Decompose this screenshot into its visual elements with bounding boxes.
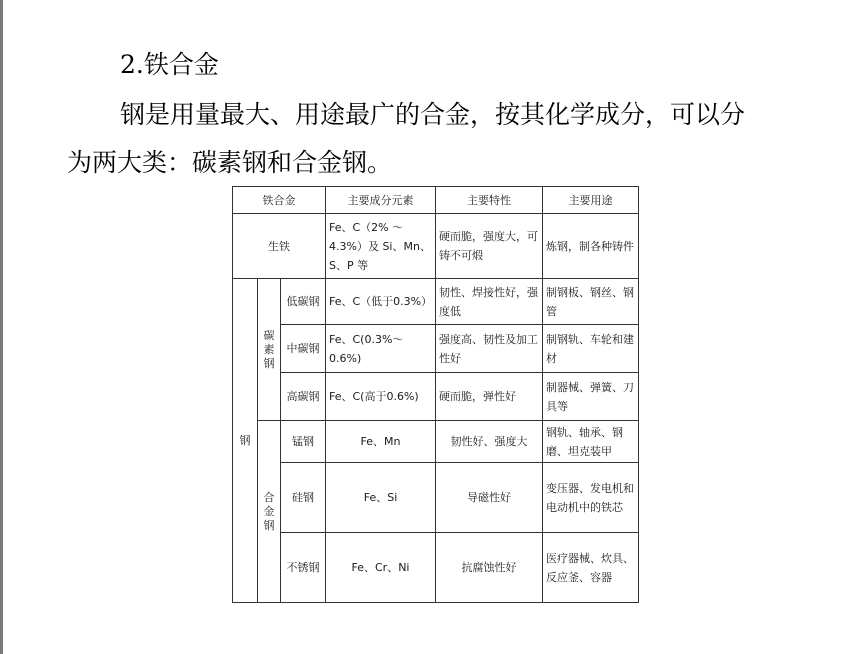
stainless-steel-name: 不锈钢 xyxy=(281,533,326,603)
silicon-steel-name: 硅钢 xyxy=(281,463,326,533)
low-carbon-steel-name: 低碳钢 xyxy=(281,279,326,325)
table-row xyxy=(233,214,639,279)
iron-alloy-table xyxy=(232,186,639,603)
medium-carbon-steel-name: 中碳钢 xyxy=(281,325,326,373)
silicon-steel-use: 变压器、发电机和电动机中的铁芯 xyxy=(543,463,639,533)
stainless-steel-property: 抗腐蚀性好 xyxy=(436,533,543,603)
pig-iron-composition: Fe、C（2% ～ 4.3%）及 Si、Mn、S、P 等 xyxy=(326,214,436,279)
high-carbon-steel-property: 硬而脆，弹性好 xyxy=(436,373,543,421)
table-row xyxy=(233,533,639,603)
manganese-steel-composition: Fe、Mn xyxy=(326,421,436,463)
header-composition: 主要成分元素 xyxy=(326,187,436,214)
low-carbon-steel-use: 制钢板、钢丝、钢管 xyxy=(543,279,639,325)
left-border xyxy=(0,0,3,654)
pig-iron-use: 炼钢，制各种铸件 xyxy=(543,214,639,279)
intro-paragraph-line-2: 为两大类：碳素钢和合金钢。 xyxy=(67,148,393,177)
table-row xyxy=(233,325,639,373)
medium-carbon-steel-use: 制钢轨、车轮和建材 xyxy=(543,325,639,373)
high-carbon-steel-use: 制器械、弹簧、刀具等 xyxy=(543,373,639,421)
header-use: 主要用途 xyxy=(543,187,639,214)
manganese-steel-property: 韧性好、强度大 xyxy=(436,421,543,463)
silicon-steel-property: 导磁性好 xyxy=(436,463,543,533)
header-iron-alloy: 铁合金 xyxy=(233,187,326,214)
section-heading: 2.铁合金 xyxy=(120,50,219,79)
manganese-steel-use: 钢轨、轴承、钢磨、坦克装甲 xyxy=(543,421,639,463)
low-carbon-steel-property: 韧性、焊接性好，强度低 xyxy=(436,279,543,325)
steel-label: 钢 xyxy=(233,279,258,603)
intro-paragraph-line-1: 钢是用量最大、用途最广的合金，按其化学成分，可以分 xyxy=(120,100,746,129)
table-row xyxy=(233,279,639,325)
high-carbon-steel-name: 高碳钢 xyxy=(281,373,326,421)
high-carbon-steel-composition: Fe、C(高于0.6%) xyxy=(326,373,436,421)
carbon-steel-label: 碳素钢 xyxy=(258,279,281,421)
low-carbon-steel-composition: Fe、C（低于0.3%） xyxy=(326,279,436,325)
table-header-row xyxy=(233,187,639,214)
table-row xyxy=(233,373,639,421)
table-row xyxy=(233,463,639,533)
pig-iron-name: 生铁 xyxy=(233,214,326,279)
silicon-steel-composition: Fe、Si xyxy=(326,463,436,533)
pig-iron-property: 硬而脆，强度大，可铸不可煅 xyxy=(436,214,543,279)
table-row xyxy=(233,421,639,463)
alloy-steel-label: 合金钢 xyxy=(258,421,281,603)
stainless-steel-use: 医疗器械、炊具、反应釜、容器 xyxy=(543,533,639,603)
header-property: 主要特性 xyxy=(436,187,543,214)
manganese-steel-name: 锰钢 xyxy=(281,421,326,463)
medium-carbon-steel-property: 强度高、韧性及加工性好 xyxy=(436,325,543,373)
stainless-steel-composition: Fe、Cr、Ni xyxy=(326,533,436,603)
medium-carbon-steel-composition: Fe、C(0.3%～0.6%) xyxy=(326,325,436,373)
